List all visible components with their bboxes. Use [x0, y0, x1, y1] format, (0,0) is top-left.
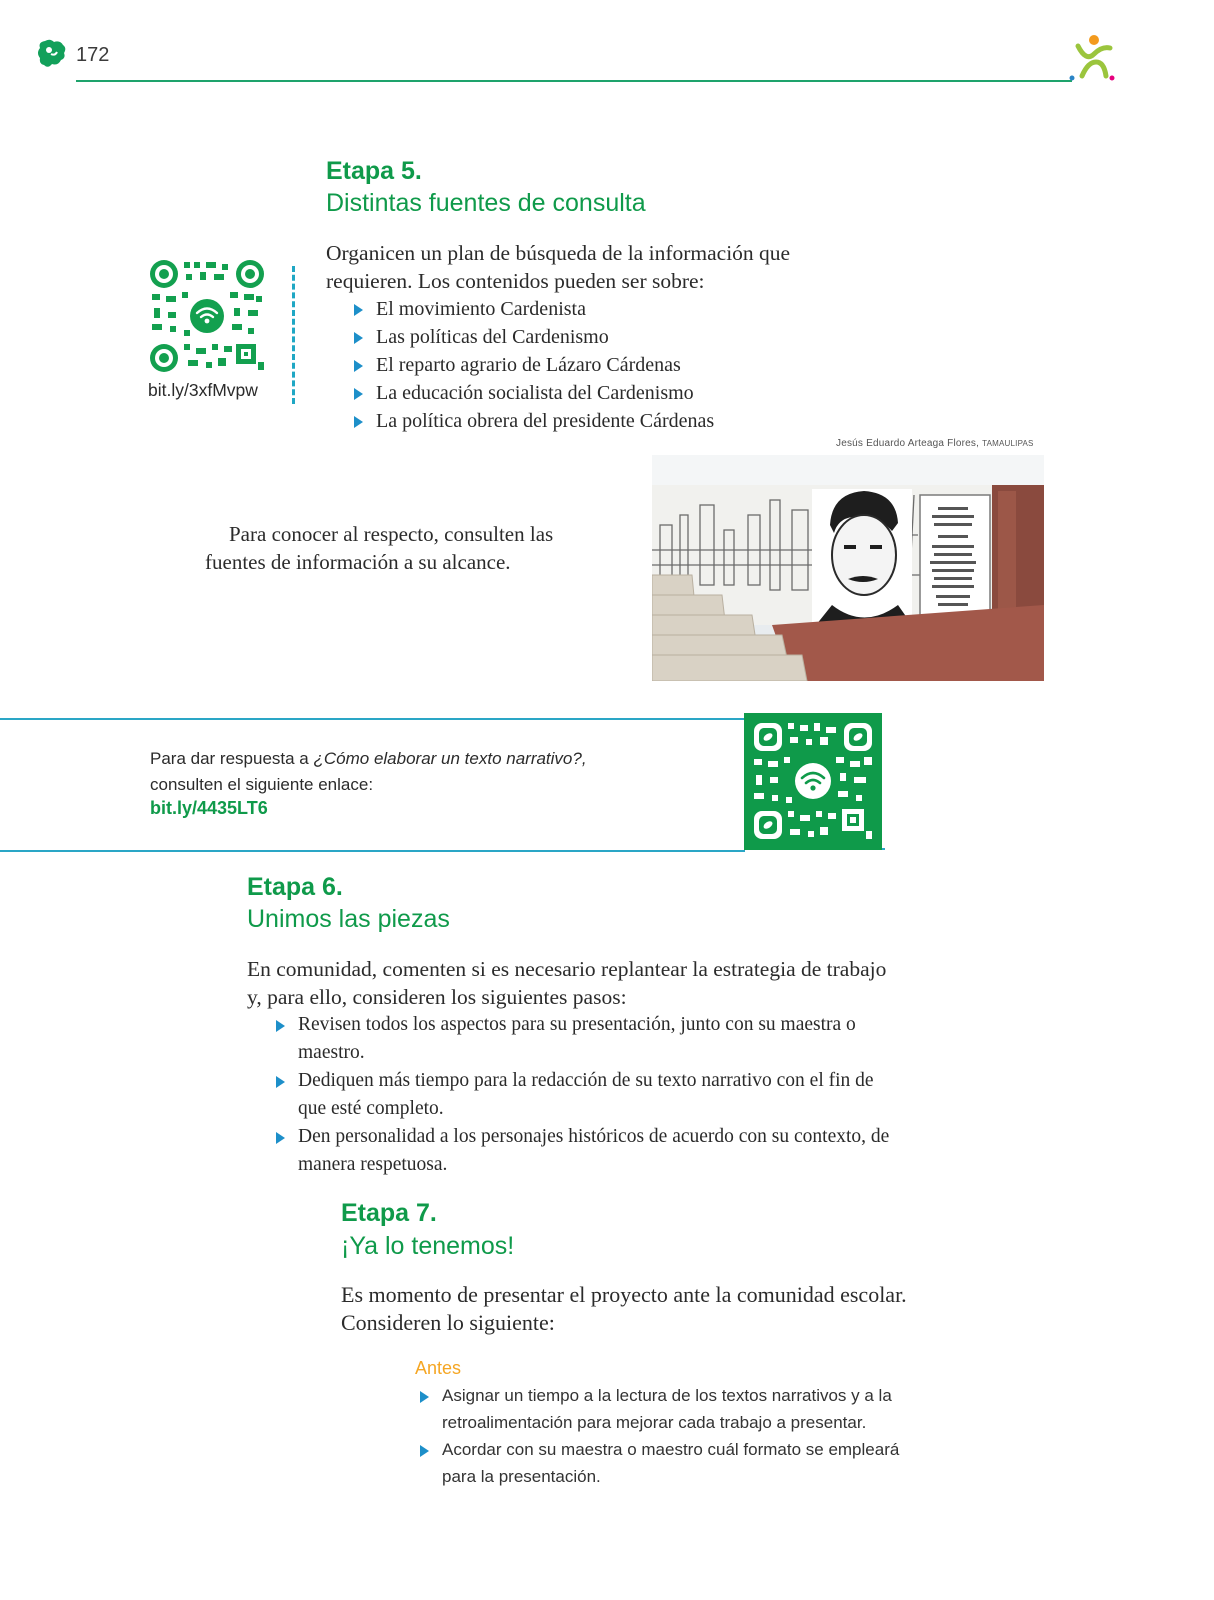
- link-box-text: Para dar respuesta a ¿Cómo elaborar un texto narrativo?, consulten el siguiente enlace:: [150, 749, 587, 794]
- list-item: Asignar un tiempo a la lectura de los textos narrativos y a la retroalimentación para mejorar cada trabajo a presentar.: [416, 1382, 936, 1436]
- stage5-title: Distintas fuentes de consulta: [326, 189, 646, 217]
- stage5-list: [350, 295, 810, 435]
- brand-figure-icon: [1066, 32, 1116, 84]
- stage6-number: Etapa 6.: [247, 873, 343, 901]
- stage6-list: [272, 1011, 892, 1179]
- list-item: La educación socialista del Cardenismo: [350, 379, 810, 407]
- qr-code-stage5[interactable]: [148, 258, 266, 374]
- stage7-list: [416, 1382, 936, 1490]
- stage5-intro: Organicen un plan de búsqueda de la información que requieren. Los contenidos pueden ser sobre:: [326, 241, 791, 293]
- stage7-number: Etapa 7.: [341, 1199, 437, 1227]
- page-number: 172: [76, 44, 110, 66]
- triangle-bullet-icon: [276, 1020, 285, 1032]
- stage7-title: ¡Ya lo tenemos!: [341, 1232, 515, 1260]
- photo-credit: Jesús Eduardo Arteaga Flores, TAMAULIPAS: [836, 438, 1034, 449]
- mural-photo: [652, 455, 1044, 681]
- stage6-intro: En comunidad, comenten si es necesario replantear la estrategia de trabajo y, para ello, consideren los siguientes pasos:: [247, 957, 887, 1009]
- triangle-bullet-icon: [354, 416, 363, 428]
- triangle-bullet-icon: [354, 304, 363, 316]
- triangle-bullet-icon: [276, 1076, 285, 1088]
- triangle-bullet-icon: [276, 1132, 285, 1144]
- list-item: El movimiento Cardenista: [350, 295, 810, 323]
- triangle-bullet-icon: [420, 1445, 429, 1457]
- list-item: Den personalidad a los personajes históricos de acuerdo con su contexto, de manera respetuosa.: [272, 1123, 892, 1179]
- list-item: Dediquen más tiempo para la redacción de su texto narrativo con el fin de que esté completo.: [272, 1067, 892, 1123]
- list-item: Las políticas del Cardenismo: [350, 323, 810, 351]
- list-item: La política obrera del presidente Cárdenas: [350, 407, 810, 435]
- dashed-divider: [292, 266, 295, 404]
- stage6-title: Unimos las piezas: [247, 905, 450, 933]
- stage5-number: Etapa 5.: [326, 157, 422, 185]
- stage7-subheading: Antes: [415, 1358, 462, 1378]
- qr-code-link-box[interactable]: [744, 713, 882, 850]
- triangle-bullet-icon: [354, 360, 363, 372]
- triangle-bullet-icon: [420, 1391, 429, 1403]
- header-logo-icon: [36, 38, 68, 72]
- triangle-bullet-icon: [354, 332, 363, 344]
- stage7-intro: Es momento de presentar el proyecto ante la comunidad escolar. Consideren lo siguiente:: [341, 1282, 907, 1335]
- qr-link-stage5[interactable]: bit.ly/3xfMvpw: [148, 380, 258, 400]
- stage5-side-text: Para conocer al respecto, consulten las fuentes de información a su alcance.: [205, 522, 554, 574]
- link-box-url[interactable]: bit.ly/4435LT6: [150, 798, 268, 818]
- header-divider: [76, 80, 1072, 82]
- list-item: Acordar con su maestra o maestro cuál formato se empleará para la presentación.: [416, 1436, 936, 1490]
- list-item: Revisen todos los aspectos para su presentación, junto con su maestra o maestro.: [272, 1011, 892, 1067]
- list-item: El reparto agrario de Lázaro Cárdenas: [350, 351, 810, 379]
- triangle-bullet-icon: [354, 388, 363, 400]
